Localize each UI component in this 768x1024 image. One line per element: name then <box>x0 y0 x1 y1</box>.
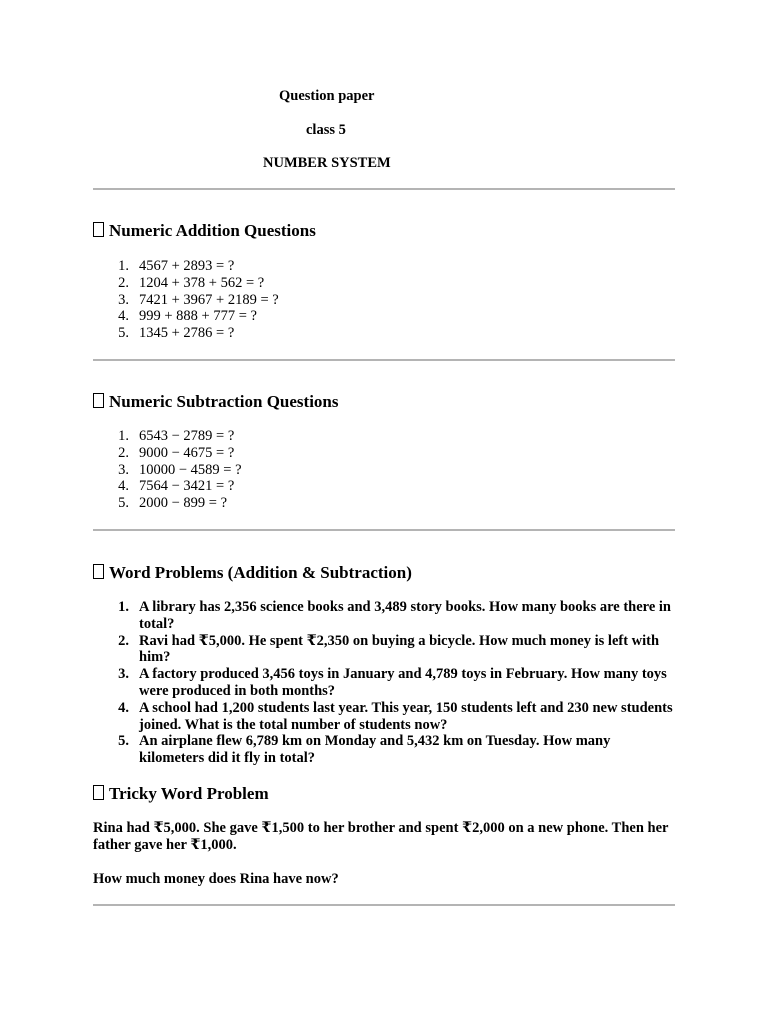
item-number: 4. <box>118 478 129 495</box>
subtraction-heading-text: Numeric Subtraction Questions <box>109 392 339 411</box>
item-number: 5. <box>118 733 129 750</box>
list-item <box>93 462 675 479</box>
item-text: 1204 + 378 + 562 = ? <box>139 274 265 291</box>
item-number: 1. <box>118 258 129 274</box>
item-text: 2000 − 899 = ? <box>139 495 228 512</box>
list-item <box>93 733 675 767</box>
item-number: 3. <box>118 666 129 683</box>
list-item <box>93 292 675 309</box>
box-icon <box>93 785 104 800</box>
item-text: A factory produced 3,456 toys in January and 4,789 toys in February. How many toys were produced in both months? <box>139 666 667 699</box>
item-number: 3. <box>118 461 129 478</box>
item-text: 7421 + 3967 + 2189 = ? <box>139 291 279 308</box>
list-item <box>93 666 675 700</box>
item-text: A library has 2,356 science books and 3,489 story books. How many books are there in total? <box>139 599 671 632</box>
paper-title: Question paper <box>279 88 375 104</box>
item-number: 5. <box>118 325 129 342</box>
item-number: 1. <box>118 428 129 444</box>
list-item <box>93 258 675 275</box>
box-icon <box>93 393 104 408</box>
list-item <box>93 428 675 445</box>
item-text: 7564 − 3421 = ? <box>139 478 235 495</box>
addition-heading-text: Numeric Addition Questions <box>109 221 316 240</box>
tricky-heading <box>93 783 269 805</box>
class-label: class 5 <box>306 122 346 138</box>
item-number: 2. <box>118 632 129 649</box>
item-text: 1345 + 2786 = ? <box>139 325 235 342</box>
box-icon <box>93 564 104 579</box>
item-text: 9000 − 4675 = ? <box>139 444 235 461</box>
list-item <box>93 478 675 495</box>
list-item <box>93 308 675 325</box>
list-item <box>93 445 675 462</box>
word-problems-heading-text: Word Problems (Addition & Subtraction) <box>109 563 412 582</box>
item-number: 1. <box>118 599 129 615</box>
item-text: 4567 + 2893 = ? <box>139 258 235 274</box>
item-text: An airplane flew 6,789 km on Monday and 5,432 km on Tuesday. How many kilometers did it fly in total? <box>139 733 611 767</box>
word-problems-heading <box>93 562 412 584</box>
addition-heading <box>93 220 316 242</box>
list-item <box>93 275 675 292</box>
item-number: 2. <box>118 274 129 291</box>
item-text: 6543 − 2789 = ? <box>139 428 235 444</box>
tricky-paragraph: Rina had ₹5,000. She gave ₹1,500 to her brother and spent ₹2,000 on a new phone. Then her father gave her ₹1,000. <box>93 820 669 853</box>
item-text: 10000 − 4589 = ? <box>139 461 242 478</box>
word-problems-list <box>93 599 675 767</box>
list-item <box>93 599 675 633</box>
list-item <box>93 495 675 512</box>
item-number: 4. <box>118 308 129 325</box>
list-item <box>93 633 675 667</box>
tricky-heading-text: Tricky Word Problem <box>109 784 269 803</box>
tricky-question: How much money does Rina have now? <box>93 871 339 887</box>
divider-3 <box>93 529 675 531</box>
box-icon <box>93 222 104 237</box>
item-text: 999 + 888 + 777 = ? <box>139 308 257 325</box>
addition-list <box>93 258 675 342</box>
divider-1 <box>93 188 675 190</box>
item-number: 5. <box>118 495 129 512</box>
item-number: 4. <box>118 699 129 716</box>
subtraction-list <box>93 428 675 512</box>
list-item <box>93 325 675 342</box>
item-text: A school had 1,200 students last year. This year, 150 students left and 230 new students joined. What is the total number of students now? <box>139 699 673 733</box>
divider-2 <box>93 359 675 361</box>
list-item <box>93 700 675 734</box>
item-number: 3. <box>118 291 129 308</box>
subtraction-heading <box>93 391 339 413</box>
item-text: Ravi had ₹5,000. He spent ₹2,350 on buying a bicycle. How much money is left with him? <box>139 632 660 666</box>
divider-4 <box>93 904 675 906</box>
subject-title: NUMBER SYSTEM <box>263 155 391 171</box>
item-number: 2. <box>118 444 129 461</box>
